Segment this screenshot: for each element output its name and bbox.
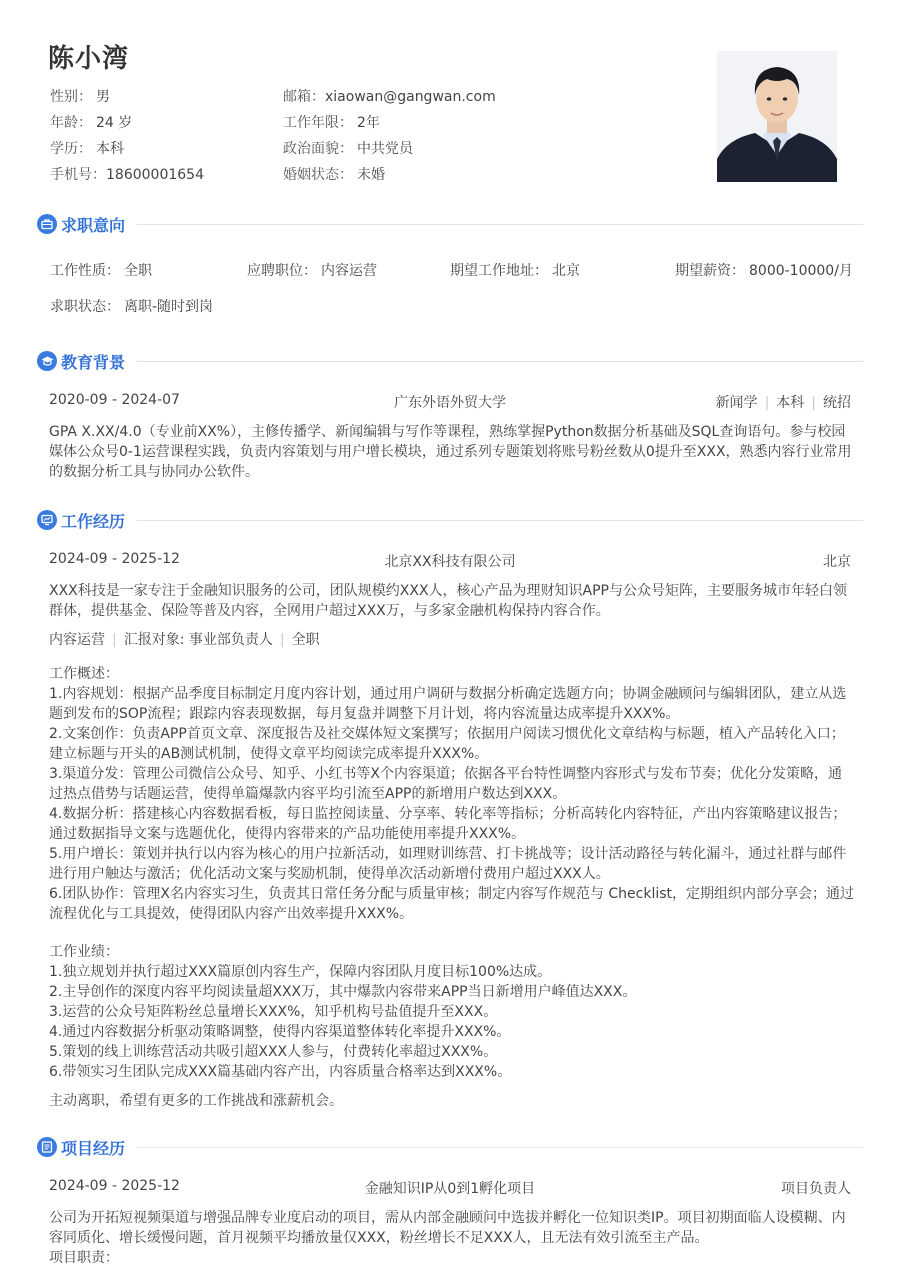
text-line: 流程优化与工具提效，使得团队内容产出效率提升XXX%。 — [49, 906, 414, 922]
politics-row — [283, 138, 413, 158]
intent-status — [50, 296, 213, 316]
briefcase-icon — [37, 214, 57, 234]
section-title: 工作经历 — [61, 511, 126, 531]
text-line: 通过数据指导文案与选题优化，使得内容带来的产品功能使用率提升XXX%。 — [49, 826, 526, 842]
section-title: 教育背景 — [61, 352, 126, 372]
intent-position-label: 应聘职位： — [247, 263, 317, 279]
text-line: 建立标题与开头的AB测试机制，使得文章平均阅读完成率提升XXX%。 — [49, 746, 489, 762]
text-line: 公司为开拓短视频渠道与增强品牌专业度启动的项目，需从内部金融顾问中选拔并孵化一位知识类IP。项目初期面临人设模糊、内 — [49, 1210, 846, 1226]
education-label: 学历： — [50, 141, 92, 157]
gender-row — [50, 86, 110, 106]
politics-value: 中共党员 — [357, 141, 413, 157]
intent-nature-value: 全职 — [124, 263, 152, 279]
years-value: 2年 — [357, 115, 380, 131]
separator: | — [279, 632, 285, 648]
work-period: 2024-09 - 2025-12 — [49, 551, 180, 567]
phone-row — [50, 164, 204, 184]
project-role: 项目负责人 — [781, 1181, 851, 1197]
separator: | — [811, 395, 816, 411]
overview-title: 工作概述： — [49, 666, 119, 682]
achievements-title: 工作业绩： — [49, 944, 119, 960]
text-line: 媒体公众号0-1运营课程实践，负责内容策划与用户增长模块，通过系列专题策划将账号粉丝数从0提升至XXX，熟悉内容行业常用 — [49, 444, 852, 460]
intent-salary-label: 期望薪资： — [675, 263, 745, 279]
section-header-intent — [37, 212, 863, 236]
text-line: 3.运营的公众号矩阵粉丝总量增长XXX%，知乎机构号盐值提升至XXX。 — [49, 1004, 498, 1020]
text-line: 5.用户增长：策划并执行以内容为核心的用户拉新活动，如理财训练营、打卡挑战等；设计活动路径与转化漏斗，通过社群与邮件 — [49, 846, 847, 862]
section-divider — [137, 520, 863, 521]
project-period: 2024-09 - 2025-12 — [49, 1178, 180, 1194]
email-value: xiaowan@gangwan.com — [325, 89, 496, 105]
work-city: 北京 — [823, 554, 851, 570]
education-description — [49, 422, 855, 482]
text-line: 2.主导创作的深度内容平均阅读量超XXX万，其中爆款内容带来APP当日新增用户峰值达XXX。 — [49, 984, 637, 1000]
education-degree: 本科 — [776, 395, 805, 411]
intent-status-label: 求职状态： — [50, 299, 120, 315]
candidate-name: 陈小湾 — [48, 44, 130, 74]
section-divider — [137, 361, 863, 362]
separator: | — [764, 395, 770, 411]
text-line: 3.渠道分发：管理公司微信公众号、知乎、小红书等X个内容渠道；依据各平台特性调整内容形式与发布节奏；优化分发策略，通 — [49, 766, 842, 782]
gender-label: 性别： — [50, 89, 92, 105]
company-description — [49, 581, 855, 621]
text-line: 1.独立规划并执行超过XXX篇原创内容生产，保障内容团队月度目标100%达成。 — [49, 964, 552, 980]
intent-salary — [675, 260, 853, 280]
intent-city-value: 北京 — [552, 263, 580, 279]
politics-label: 政治面貌： — [283, 141, 353, 157]
text-line: 过热点借势与话题运营，使得单篇爆款内容平均引流至APP的新增用户数达到XXX。 — [49, 786, 567, 802]
text-line: 2.文案创作：负责APP首页文章、深度报告及社交媒体短文案撰写；依据用户阅读习惯优化文章结构与标题，植入产品转化入口； — [49, 726, 845, 742]
text-line: 的数据分析工具与协同办公软件。 — [49, 464, 259, 480]
leave-reason: 主动离职，希望有更多的工作挑战和涨薪机会。 — [49, 1093, 343, 1109]
list-icon — [37, 1137, 57, 1157]
section-divider — [137, 224, 863, 225]
work-achievements — [49, 942, 855, 1082]
text-line: 6.团队协作：管理X名内容实习生，负责其日常任务分配与质量审核；制定内容写作规范与 Checklist，定期组织内部分享会；通过 — [49, 886, 855, 902]
text-line: 4.通过内容数据分析驱动策略调整，使得内容渠道整体转化率提升XXX%。 — [49, 1024, 511, 1040]
text-line: 5.策划的线上训练营活动共吸引超XXX人参与，付费转化率超过XXX%。 — [49, 1044, 498, 1060]
profile-photo — [717, 51, 837, 182]
intent-status-value: 离职-随时到岗 — [124, 299, 214, 315]
education-period: 2020-09 - 2024-07 — [49, 392, 180, 408]
intent-nature-label: 工作性质： — [50, 263, 120, 279]
years-label: 工作年限： — [283, 115, 353, 131]
text-line: 群体，提供基金、保险等普及内容，全网用户超过XXX万，与多家金融机构保持内容合作。 — [49, 603, 610, 619]
email-row — [283, 86, 496, 106]
age-label: 年龄： — [50, 115, 92, 131]
marital-value: 未婚 — [357, 167, 385, 183]
education-school: 广东外语外贸大学 — [394, 395, 506, 411]
work-role: 内容运营 — [49, 632, 105, 648]
intent-city — [450, 260, 580, 280]
project-description — [49, 1208, 855, 1268]
intent-city-label: 期望工作地址： — [450, 263, 548, 279]
education-tags — [716, 392, 851, 412]
phone-value: 18600001654 — [106, 167, 204, 183]
separator: | — [112, 632, 117, 648]
education-major: 新闻学 — [715, 395, 758, 411]
phone-label: 手机号： — [50, 167, 106, 183]
work-company: 北京XX科技有限公司 — [384, 554, 516, 570]
text-line: 进行用户触达与激活；优化活动文案与奖励机制，使得单次活动新增付费用户超过XXX人。 — [49, 866, 610, 882]
text-line: 容同质化、增长缓慢问题，首月视频平均播放量仅XXX，粉丝增长不足XXX人，且无法有效引流至主产品。 — [49, 1230, 709, 1246]
age-row — [50, 112, 132, 132]
section-title: 项目经历 — [61, 1138, 126, 1158]
work-report-to: 汇报对象: 事业部负责人 — [123, 632, 273, 648]
marital-row — [283, 164, 385, 184]
text-line: XXX科技是一家专注于金融知识服务的公司，团队规模约XXX人，核心产品为理财知识APP与公众号矩阵，主要服务城市年轻白领 — [49, 583, 848, 599]
text-line: GPA X.XX/4.0（专业前XX%），主修传播学、新闻编辑与写作等课程，熟练掌握Python数据分析基础及SQL查询语句。参与校园 — [49, 424, 846, 440]
monitor-icon — [37, 510, 57, 530]
intent-salary-value: 8000-10000/月 — [749, 263, 853, 279]
section-header-project — [37, 1135, 863, 1159]
years-row — [283, 112, 380, 132]
text-line: 题到发布的SOP流程；跟踪内容表现数据，每月复盘并调整下月计划，将内容流量达成率提升XXX%。 — [49, 706, 680, 722]
text-line: 1.内容规划：根据产品季度目标制定月度内容计划，通过用户调研与数据分析确定选题方向；协调金融顾问与编辑团队，建立从选 — [49, 686, 847, 702]
section-title: 求职意向 — [61, 215, 126, 235]
section-divider — [137, 1147, 863, 1148]
age-value: 24 岁 — [96, 115, 133, 131]
education-value: 本科 — [96, 141, 124, 157]
intent-nature — [50, 260, 152, 280]
section-header-education — [37, 349, 863, 373]
work-job-type: 全职 — [291, 632, 320, 648]
marital-label: 婚姻状态： — [283, 167, 353, 183]
intent-position-value: 内容运营 — [321, 263, 377, 279]
education-type: 统招 — [823, 395, 851, 411]
text-line: 6.带领实习生团队完成XXX篇基础内容产出，内容质量合格率达到XXX%。 — [49, 1064, 512, 1080]
project-name: 金融知识IP从0到1孵化项目 — [364, 1181, 536, 1197]
text-line: 4.数据分析：搭建核心内容数据看板，每日监控阅读量、分享率、转化率等指标；分析高转化内容特征，产出内容策略建议报告； — [49, 806, 847, 822]
email-label: 邮箱： — [283, 89, 325, 105]
work-overview — [49, 664, 855, 924]
gender-value: 男 — [96, 89, 110, 105]
graduation-cap-icon — [37, 351, 57, 371]
work-tags — [49, 629, 320, 649]
section-header-work — [37, 508, 863, 532]
education-row — [50, 138, 124, 158]
intent-position — [247, 260, 377, 280]
duties-title: 项目职责： — [49, 1250, 119, 1266]
